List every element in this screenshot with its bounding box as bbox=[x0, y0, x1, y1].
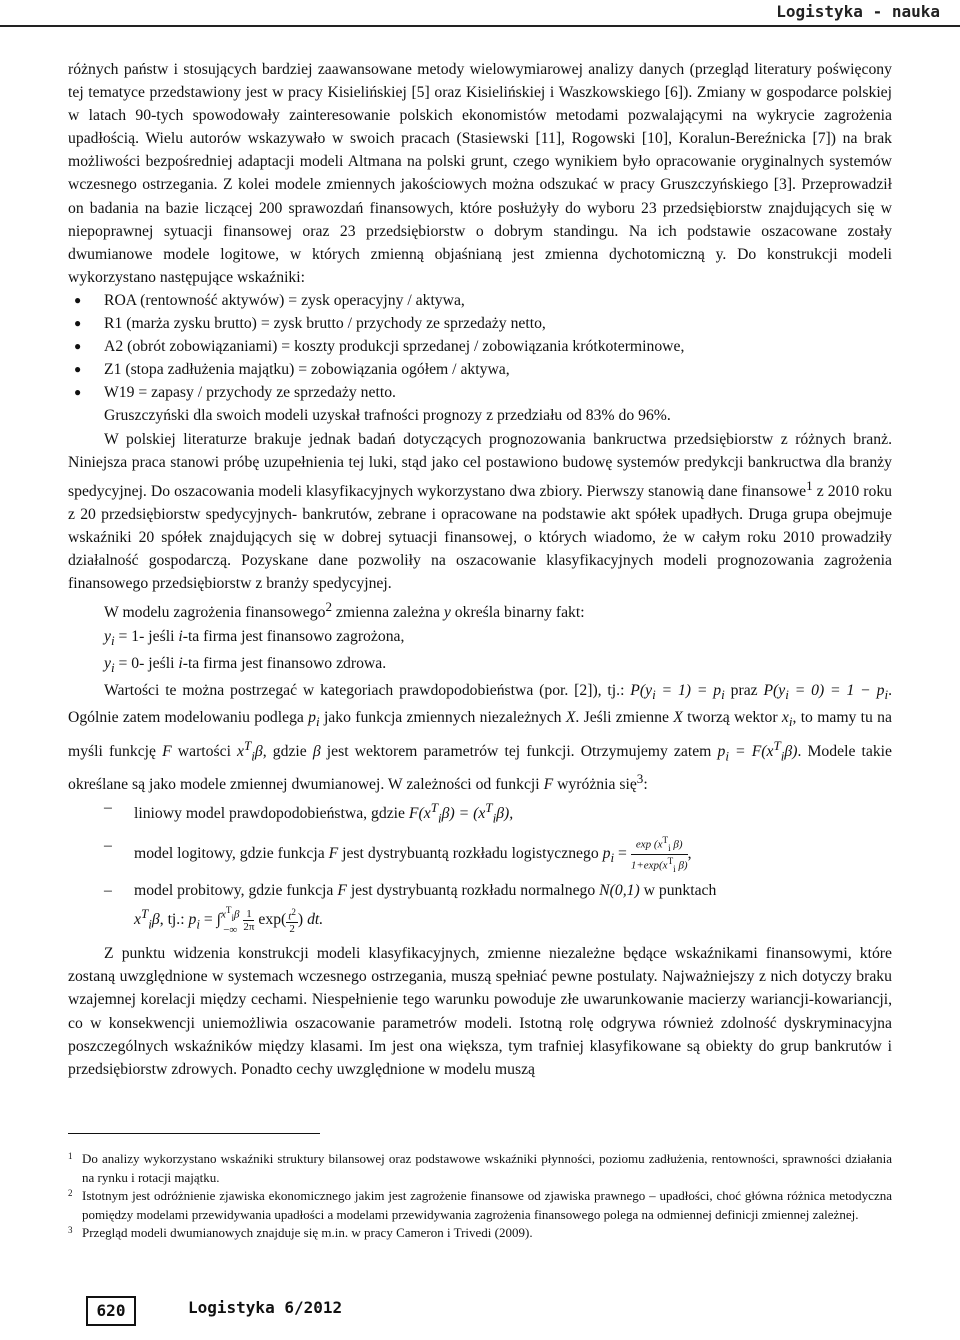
logit-fraction: $\frac{\exp (x^T_i \beta)}{1+\exp(x^T_i \beta)}$ bbox=[630, 834, 688, 874]
body-text bbox=[68, 58, 892, 1081]
footnotes bbox=[68, 1150, 892, 1243]
model-list bbox=[68, 796, 892, 901]
paragraph-1: różnych państw i stosujących bardziej zaawansowane metody wielowymiarowej analizy danych (przegląd literatury poświęcony tej tematyce przedstawiony jest w pracy Kisielińskiej [5] oraz Kisielińskiej i Waszkowskiego [6]). Zmiany w gospodarce polskiej w latach 90-tych spowodowały zainteresowanie polskich ekonomistów metodami pozwalającymi na wykrycie zagrożenia upadłością. Wielu autorów wskazywało w swoich pracach (Stasiewski [11], Rogowski [10], Koralun-Bereźnicka [7]) na brak możliwości bezpośredniej adaptacji modeli Altmana na polski grunt, czego wynikiem było opracowanie oryginalnych systemów wczesnego ostrzegania. Z kolei modele zmiennych jakościowych można odszukać w pracy Gruszczyńskiego [3]. Przeprowadził on badania na bazie liczącej 200 sprawozdań finansowych, które posłużyły do wyboru 23 przedsiębiorstw znajdujących się w niepoprawnej sytuacji finansowej oraz 23 przedsiębiorstw o dobrym standingu. Na ich podstawie oszacowane zostały dwumianowe modele logitowe, w których zmienną objaśnianą jest zmienna dychotomiczną y. Do konstrukcji modeli wykorzystano następujące wskaźniki: bbox=[68, 61, 892, 286]
definition-y0: $y_i = 0-$ jeśli i-ta firma jest finansowo zdrowa. bbox=[104, 654, 387, 676]
list-item: – model logitowy, gdzie funkcja F jest dystrybuantą rozkładu logistycznego $p_i$ = $\frac{\exp (x^T_i \beta)}{1+\exp(x^T_i \beta)}$ , bbox=[68, 834, 892, 875]
list-item: ● A2 (obrót zobowiązaniami) = koszty produkcji sprzedanej / zobowiązania krótkoterminowe, bbox=[68, 335, 892, 358]
paragraph-3: W polskiej literaturze brakuje jednak badań dotyczących prognozowania bankructwa przedsiębiorstw z różnych branż. Niniejsza praca stanowi próbę uzupełnienia tej luki, stąd jako cel postawiono budowę systemów predykcji bankructwa dla branży spedycyjnej. Do oszacowania modeli klasyfikacyjnych wykorzystano dwa zbiory. Pierwszy stanowią dane finansowe$^1$ z 2010 roku z 20 przedsiębiorstw spedycyjnych- bankrutów, zebrane i opracowane na podstawie akt spółek upadłych. Druga grupa obejmuje wskaźniki 20 spółek znajdujących się w dobrej sytuacji finansowej, o których wiadomo, że w całym roku 2010 prowadziły działalność gospodarczą. Pozyskane dane pozwoliły na oszacowanie klasyfikacyjnych modeli prognozowania zagrożenia finansowego przedsiębiorstw z branży spedycyjnej. bbox=[68, 430, 893, 593]
definition-y1: $y_i = 1-$ jeśli i-ta firma jest finansowo zagrożona, bbox=[104, 627, 405, 648]
page-number: 620 bbox=[86, 1296, 136, 1326]
normal-constant: $\frac{1}{2\pi}$ bbox=[243, 907, 255, 933]
running-title: Logistyka - nauka bbox=[776, 2, 940, 21]
exponent-fraction: $\frac{t^2}{2}$ bbox=[288, 906, 296, 936]
page-header bbox=[0, 0, 960, 26]
integral-limits: $x^T_i\beta$ −∞ bbox=[220, 905, 240, 937]
header-rule bbox=[0, 25, 960, 27]
paragraph-5: Wartości te można postrzegać w kategoriach prawdopodobieństwa (por. [2]), tj.: $P(y_i = 1) = p_i$ praz $P(y_i = 0) = 1 - p_i$. Ogólnie zatem modelowaniu podlega $p_i$ jako funkcja zmiennych niezależnych X. Jeśli zmienne X tworzą wektor $x_i$, to mamy tu na myśli funkcję F wartości $x^T_i\beta$, gdzie β jest wektorem parametrów tej funkcji. Otrzymujemy zatem $p_i = F(x^T_i\beta)$. Modele takie określane są jako modele zmiennej dwumianowej. W zależności od funkcji F wyróżnia się$^3$: bbox=[68, 682, 892, 794]
footnote-rule bbox=[68, 1133, 320, 1134]
footnote-3: 3 Przegląd modeli dwumianowych znajduje się m.in. w pracy Cameron i Trivedi (2009). bbox=[68, 1225, 533, 1240]
list-item: – liniowy model prawdopodobieństwa, gdzie $F(x^T_i\beta) = (x^T_i\beta)$, bbox=[68, 796, 892, 829]
list-item: – model probitowy, gdzie funkcja F jest dystrybuantą rozkładu normalnego N(0,1) w punktach bbox=[68, 879, 892, 902]
list-item: ● ROA (rentowność aktywów) = zysk operacyjny / aktywa, bbox=[68, 289, 892, 312]
indicator-list bbox=[68, 289, 892, 404]
list-item: ● W19 = zapasy / przychody ze sprzedaży netto. bbox=[68, 381, 892, 404]
footnote-2: 2 Istotnym jest odróżnienie zjawiska ekonomicznego jakim jest zagrożenie finansowe od zjawiska prawnego – upadłości, choć główna różnica metodyczna pomiędzy modelami przewidywania upadłości a modelami przewidywania zagrożenia finansowego polega na odmiennej definicji zmiennej zależnej. bbox=[68, 1188, 892, 1222]
journal-name: Logistyka 6/2012 bbox=[188, 1298, 343, 1317]
paragraph-4: W modelu zagrożenia finansowego$^2$ zmienna zależna y określa binarny fakt: bbox=[104, 599, 585, 622]
paragraph-2: Gruszczyński dla swoich modeli uzyskał trafności prognozy z przedziału od 83% do 96%. bbox=[104, 407, 671, 425]
list-item: ● R1 (marża zysku brutto) = zysk brutto / przychody ze sprzedaży netto, bbox=[68, 312, 892, 335]
probit-formula: $x^T_i\beta$, tj.: $p_i$ = ∫ $x^T_i\beta$ −∞ $\frac{1}{2\pi}$ exp( $\frac{t^2}{2}$ ) dt. bbox=[134, 905, 324, 937]
footnote-1: 1 Do analizy wykorzystano wskaźniki struktury bilansowej oraz podstawowe wskaźniki płynności, poziomu zadłużenia, rentowności, sprawności działania na rynku i rotacji majątku. bbox=[68, 1151, 892, 1185]
list-item: ● Z1 (stopa zadłużenia majątku) = zobowiązania ogółem / aktywa, bbox=[68, 358, 892, 381]
paragraph-6: Z punktu widzenia konstrukcji modeli klasyfikacyjnych, zmienne niezależne będące wskaźnikami finansowymi, które zostaną uwzględnione w systemach wczesnego ostrzegania, muszą spełniać pewne postulaty. Najważniejszy z nich dotyczy braku wzajemnej korelacji między cechami. Niespełnienie tego warunku powoduje złe uwarunkowanie macierzy wariancji-kowariancji, co w konsekwencji uniemożliwia oszacowanie parametrów modeli. Istotną rolę odgrywa również zdolność dyskryminacyjna poszczególnych wskaźników między klasami. Im jest ona większa, tym trafniej klasyfikowane są obiekty do grup bankrutów i przedsiębiorstw zdrowych. Ponadto cechy uwzględnione w modelu muszą bbox=[68, 945, 892, 1078]
